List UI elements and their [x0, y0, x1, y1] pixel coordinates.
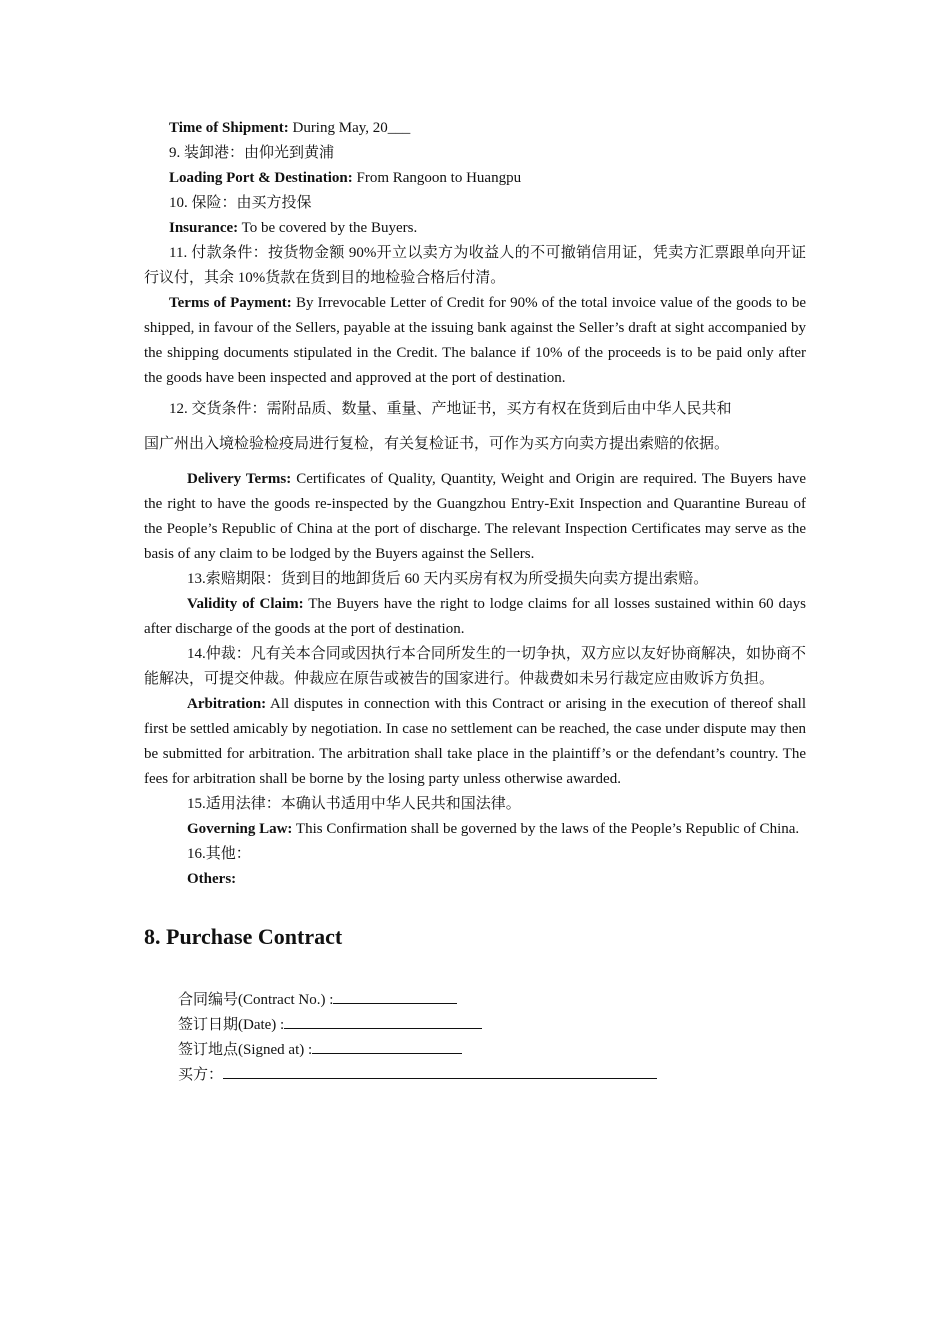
item13-en [144, 592, 806, 642]
item13-label: Validity of Claim: [187, 596, 304, 612]
item16-label: Others: [187, 871, 237, 887]
item13-text: The Buyers have the right to lodge claims for all losses sustained within 60 days after discharge of the goods at the port of destination. [144, 596, 807, 637]
item11-cn: 11. 付款条件：按货物金额 90%开立以卖方为收益人的不可撤销信用证，凭卖方汇票跟单向开证行议付，其余 10%货款在货到目的地检验合格后付清。 [144, 245, 806, 286]
signed-at-blank[interactable] [312, 1039, 462, 1054]
item10-label: Insurance: [169, 220, 239, 236]
item12-text: Certificates of Quality, Quantity, Weight and Origin are required. The Buyers have the right to have the goods re-inspected by the Guangzhou Entry-Exit Inspection and Quarantine Bureau of the People’s Republic of China at the port of discharge. The relevant Inspection Certificates may serve as the basis of any claim to be lodged by the Buyers against the Sellers. [144, 471, 806, 562]
date-blank[interactable] [284, 1014, 482, 1029]
item10-text: To be covered by the Buyers. [238, 220, 418, 236]
item14-en [144, 692, 806, 792]
item10-en [144, 216, 806, 241]
signed-at-row [144, 1038, 806, 1063]
document-page [144, 116, 806, 1088]
contract-no-row [144, 988, 806, 1013]
item15-text: This Confirmation shall be governed by the laws of the People’s Republic of China. [292, 821, 800, 837]
item11-en [144, 291, 806, 391]
item10-cn: 10. 保险：由买方投保 [169, 195, 312, 211]
item16-en [144, 867, 806, 892]
item15-cn: 15.适用法律：本确认书适用中华人民共和国法律。 [187, 796, 521, 812]
date-row [144, 1013, 806, 1038]
item15-en [144, 817, 806, 842]
shipment-text: During May, 20___ [288, 120, 411, 136]
item12-en [144, 467, 806, 567]
date-label: 签订日期(Date) : [178, 1017, 285, 1033]
item9-en [144, 166, 806, 191]
item14-label: Arbitration: [187, 696, 267, 712]
item12-cn-line2: 国广州出入境检验检疫局进行复检，有关复检证书，可作为买方向卖方提出索赔的依据。 [144, 436, 730, 452]
buyer-blank[interactable] [223, 1064, 657, 1079]
item15-label: Governing Law: [187, 821, 293, 837]
contract-no-blank[interactable] [333, 989, 457, 1004]
buyer-label: 买方： [178, 1067, 224, 1083]
shipment-label: Time of Shipment: [169, 120, 289, 136]
item14-text: All disputes in connection with this Contract or arising in the execution of thereof shall first be settled amicably by negotiation. In case no settlement can be reached, the case under dispute may then be submitted for arbitration. The arbitration shall take place in the plaintiff’s or the defendant’s country. The fees for arbitration shall be borne by the losing party unless otherwise awarded. [144, 696, 806, 787]
contract-no-label: 合同编号(Contract No.) : [178, 992, 334, 1008]
signed-at-label: 签订地点(Signed at) : [178, 1042, 313, 1058]
item13-cn: 13.索赔期限：货到目的地卸货后 60 天内买房有权为所受损失向卖方提出索赔。 [187, 571, 709, 587]
item9-text: From Rangoon to Huangpu [352, 170, 522, 186]
item11-label: Terms of Payment: [169, 295, 292, 311]
section-title: 8. Purchase Contract [144, 924, 343, 949]
buyer-row [144, 1063, 806, 1088]
item14-cn: 14.仲裁：凡有关本合同或因执行本合同所发生的一切争执，双方应以友好协商解决，如协商不能解决，可提交仲裁。仲裁应在原告或被告的国家进行。仲裁费如未另行裁定应由败诉方负担。 [144, 646, 806, 687]
item12-cn-line1: 12. 交货条件：需附品质、数量、重量、产地证书，买方有权在货到后由中华人民共和 [169, 401, 732, 417]
item16-cn: 16.其他： [187, 846, 251, 862]
item9-cn: 9. 装卸港：由仰光到黄浦 [169, 145, 335, 161]
item9-label: Loading Port & Destination: [169, 170, 353, 186]
item12-label: Delivery Terms: [187, 471, 292, 487]
item11-text: By Irrevocable Letter of Credit for 90% of the total invoice value of the goods to be shipped, in favour of the Sellers, payable at the issuing bank against the Seller’s draft at sight accompanied by the shipping documents stipulated in the Credit. The balance if 10% of the proceeds is to be paid only after the goods have been inspected and approved at the port of destination. [144, 295, 806, 386]
shipment-line [144, 116, 806, 141]
